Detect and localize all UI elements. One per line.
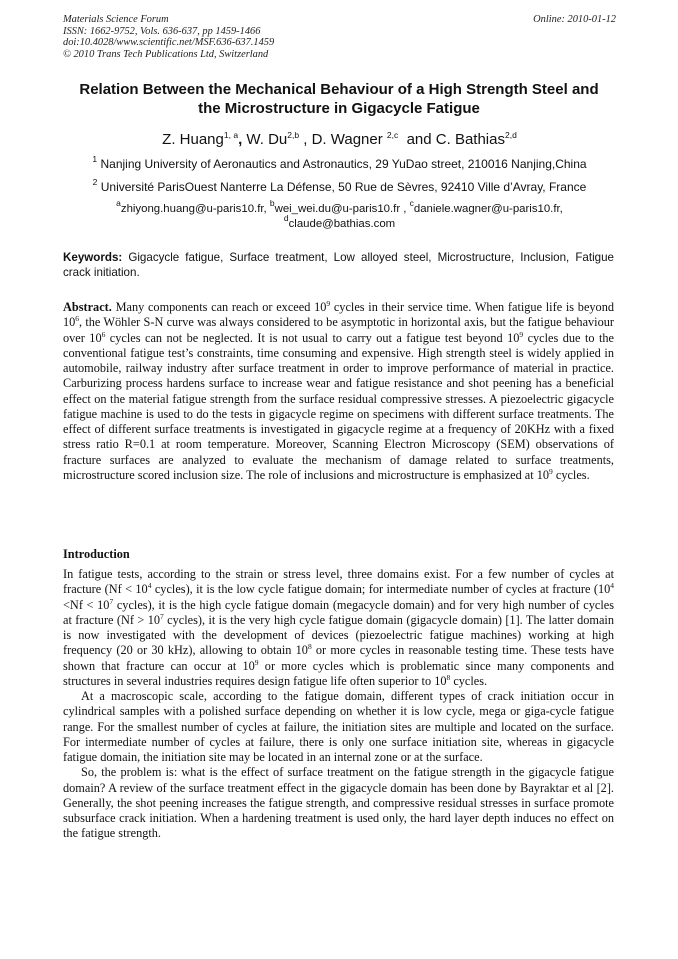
doi-line: doi:10.4028/www.scientific.net/MSF.636-637.1459 bbox=[63, 37, 275, 49]
author-sup: 2,b bbox=[287, 130, 300, 140]
abstract-text: Many components can reach or exceed 10 bbox=[111, 300, 327, 314]
journal-header bbox=[63, 14, 616, 60]
introduction-body bbox=[63, 567, 614, 842]
email-sup: c bbox=[409, 198, 414, 208]
author-name: Z. Huang bbox=[162, 131, 224, 148]
email-sup: a bbox=[116, 198, 121, 208]
paragraph-text: or more cycles in reasonable testing time. These tests have shown that fracture can occur at 10 bbox=[63, 643, 614, 673]
email-link[interactable]: wei_wei.du@u-paris10.fr , bbox=[274, 203, 410, 215]
exponent: 8 bbox=[446, 672, 451, 682]
journal-name: Materials Science Forum bbox=[63, 14, 169, 25]
paragraph-text: cycles. bbox=[450, 673, 488, 688]
exponent: 4 bbox=[147, 581, 152, 591]
exponent: 9 bbox=[519, 329, 524, 339]
email-link[interactable]: zhiyong.huang@u-paris10.fr, bbox=[120, 203, 270, 215]
exponent: 6 bbox=[101, 329, 106, 339]
affiliation-sup: 1 bbox=[92, 154, 98, 164]
keywords-label: Keywords: bbox=[63, 251, 123, 264]
abstract-text: cycles can not be neglected. It is not usual to carry out a fatigue test beyond 10 bbox=[105, 330, 520, 345]
paper-title bbox=[58, 81, 620, 118]
affiliation-2 bbox=[63, 177, 616, 194]
affiliation-1 bbox=[63, 154, 616, 171]
title-line-2: the Microstructure in Gigacycle Fatigue bbox=[198, 99, 480, 117]
author-separator: , bbox=[299, 131, 312, 148]
keywords-text: Gigacycle fatigue, Surface treatment, Low alloyed steel, Microstructure, Inclusion, Fatigue crack initiation. bbox=[63, 251, 614, 279]
abstract-label: Abstract. bbox=[63, 300, 112, 314]
paragraph-text: <Nf < 10 bbox=[63, 597, 110, 612]
exponent: 8 bbox=[307, 642, 312, 652]
paragraph-text: cycles), it is the very high cycle fatigue domain (gigacycle domain) [1]. The latter domain is now investigated with the development of devices (piezoelectric fatigue machines) working at high frequency (20 or 30 kHz), allowing to obtain 10 bbox=[63, 612, 614, 658]
author-sup: 1, a bbox=[223, 130, 239, 140]
exponent: 9 bbox=[254, 657, 259, 667]
email-list bbox=[63, 198, 616, 231]
author-separator: and bbox=[398, 131, 436, 148]
affiliation-sup: 2 bbox=[92, 177, 98, 187]
author-sup: 2,c bbox=[386, 130, 399, 140]
abstract-text: , the Wöhler S-N curve was always considered to be asymptotic in horizontal axis, but the fatigue behaviour over 10 bbox=[63, 315, 614, 345]
abstract-text: cycles in their service time. When fatigue life is beyond 10 bbox=[63, 300, 614, 330]
section-heading-introduction: Introduction bbox=[63, 547, 130, 561]
keywords bbox=[63, 251, 614, 281]
author-sup: 2,d bbox=[504, 130, 517, 140]
email-link[interactable]: claude@bathias.com bbox=[288, 217, 396, 230]
author-separator: , bbox=[238, 131, 247, 148]
email-sup: b bbox=[269, 198, 275, 208]
abstract-text: cycles. bbox=[552, 467, 590, 482]
online-date: Online: 2010-01-12 bbox=[533, 14, 616, 25]
paragraph-text: or more cycles which is problematic since many components and structures in several industries requires design fatigue life often superior to 10 bbox=[63, 658, 614, 688]
affiliation-text: Université ParisOuest Nanterre La Défense, 50 Rue de Sèvres, 92410 Ville d’Avray, France bbox=[97, 180, 587, 194]
author-name: D. Wagner bbox=[311, 131, 387, 148]
paragraph bbox=[63, 567, 614, 689]
title-line-1: Relation Between the Mechanical Behaviour of a High Strength Steel and bbox=[79, 81, 599, 98]
paragraph-text: cycles), it is the low cycle fatigue domain; for intermediate number of cycles at fracture (10 bbox=[151, 582, 611, 597]
issn-line: ISSN: 1662-9752, Vols. 636-637, pp 1459-1466 bbox=[63, 25, 261, 37]
abstract-text: cycles due to the conventional fatigue test’s constraints, time consuming and expensive. High strength steel is widely applied in automobile, railway industry after surface treatment in order to improve performance of material in practice. Carburizing process hardens surface to increase wear and fatigue resistance and shot peening has a beneficial effect on the material fatigue strength from the surface residual compressive stresses. A piezoelectric gigacycle fatigue machine is used to do the tests in gigacycle regime on specimens with different surface treatments. The effect of different surface treatments is investigated in gigacycle regime at a frequency of 20KHz with a fixed stress ratio R=0.1 at room temperature. Moreover, Scanning Electron Microscopy (SEM) observations of fracture surfaces are analyzed to evaluate the mechanism of damage related to surface treatments, microstructure scored inclusion size. The role of inclusions and microstructure is emphasized at 10 bbox=[63, 330, 614, 482]
affiliation-text: Nanjing University of Aeronautics and Astronautics, 29 YuDao street, 210016 Nanjing,China bbox=[97, 157, 587, 171]
author-name: W. Du bbox=[246, 131, 288, 148]
exponent: 7 bbox=[109, 596, 114, 606]
paragraph: At a macroscopic scale, according to the fatigue domain, different types of crack initiation occur in cylindrical samples with a polished surface depending on whether it is low cycle, mega or giga-cycle fatigue range. For the smallest number of cycles at failure, the initiation sites are multiple and located on the surface. For intermediate number of cycles at failure, there is only one surface initiation site, whereas in gigacycle fatigue domain, the initiation site may be located in an internal zone or at the surface. bbox=[63, 689, 614, 764]
email-link[interactable]: daniele.wagner@u-paris10.fr, bbox=[413, 203, 563, 215]
paragraph-text: cycles), it is the high cycle fatigue domain (megacycle domain) and for very high number of cycles at fracture (Nf > 10 bbox=[63, 597, 614, 627]
author-name: C. Bathias bbox=[435, 131, 505, 148]
copyright-line: © 2010 Trans Tech Publications Ltd, Switzerland bbox=[63, 48, 269, 60]
exponent: 9 bbox=[549, 466, 553, 476]
author-list bbox=[63, 131, 616, 149]
email-sup: d bbox=[283, 212, 289, 223]
exponent: 6 bbox=[75, 314, 80, 324]
abstract bbox=[63, 300, 614, 483]
exponent: 7 bbox=[160, 611, 164, 621]
paragraph-text: In fatigue tests, according to the strain or stress level, three domains exist. For a few number of cycles at fracture (Nf < 10 bbox=[63, 567, 614, 597]
paragraph: So, the problem is: what is the effect of surface treatment on the fatigue strength in the gigacycle fatigue domain? A review of the surface treatment effect in the gigacycle domain has been done by Bayraktar et al [2]. Generally, the shot peening increases the fatigue strength, and compressive residual stresses in surface promote subsurface crack initiation. When a hardening treatment is used only, the hard layer depth induces no effect on the fatigue strength. bbox=[63, 765, 614, 841]
exponent: 4 bbox=[610, 581, 615, 591]
exponent: 9 bbox=[326, 299, 331, 308]
